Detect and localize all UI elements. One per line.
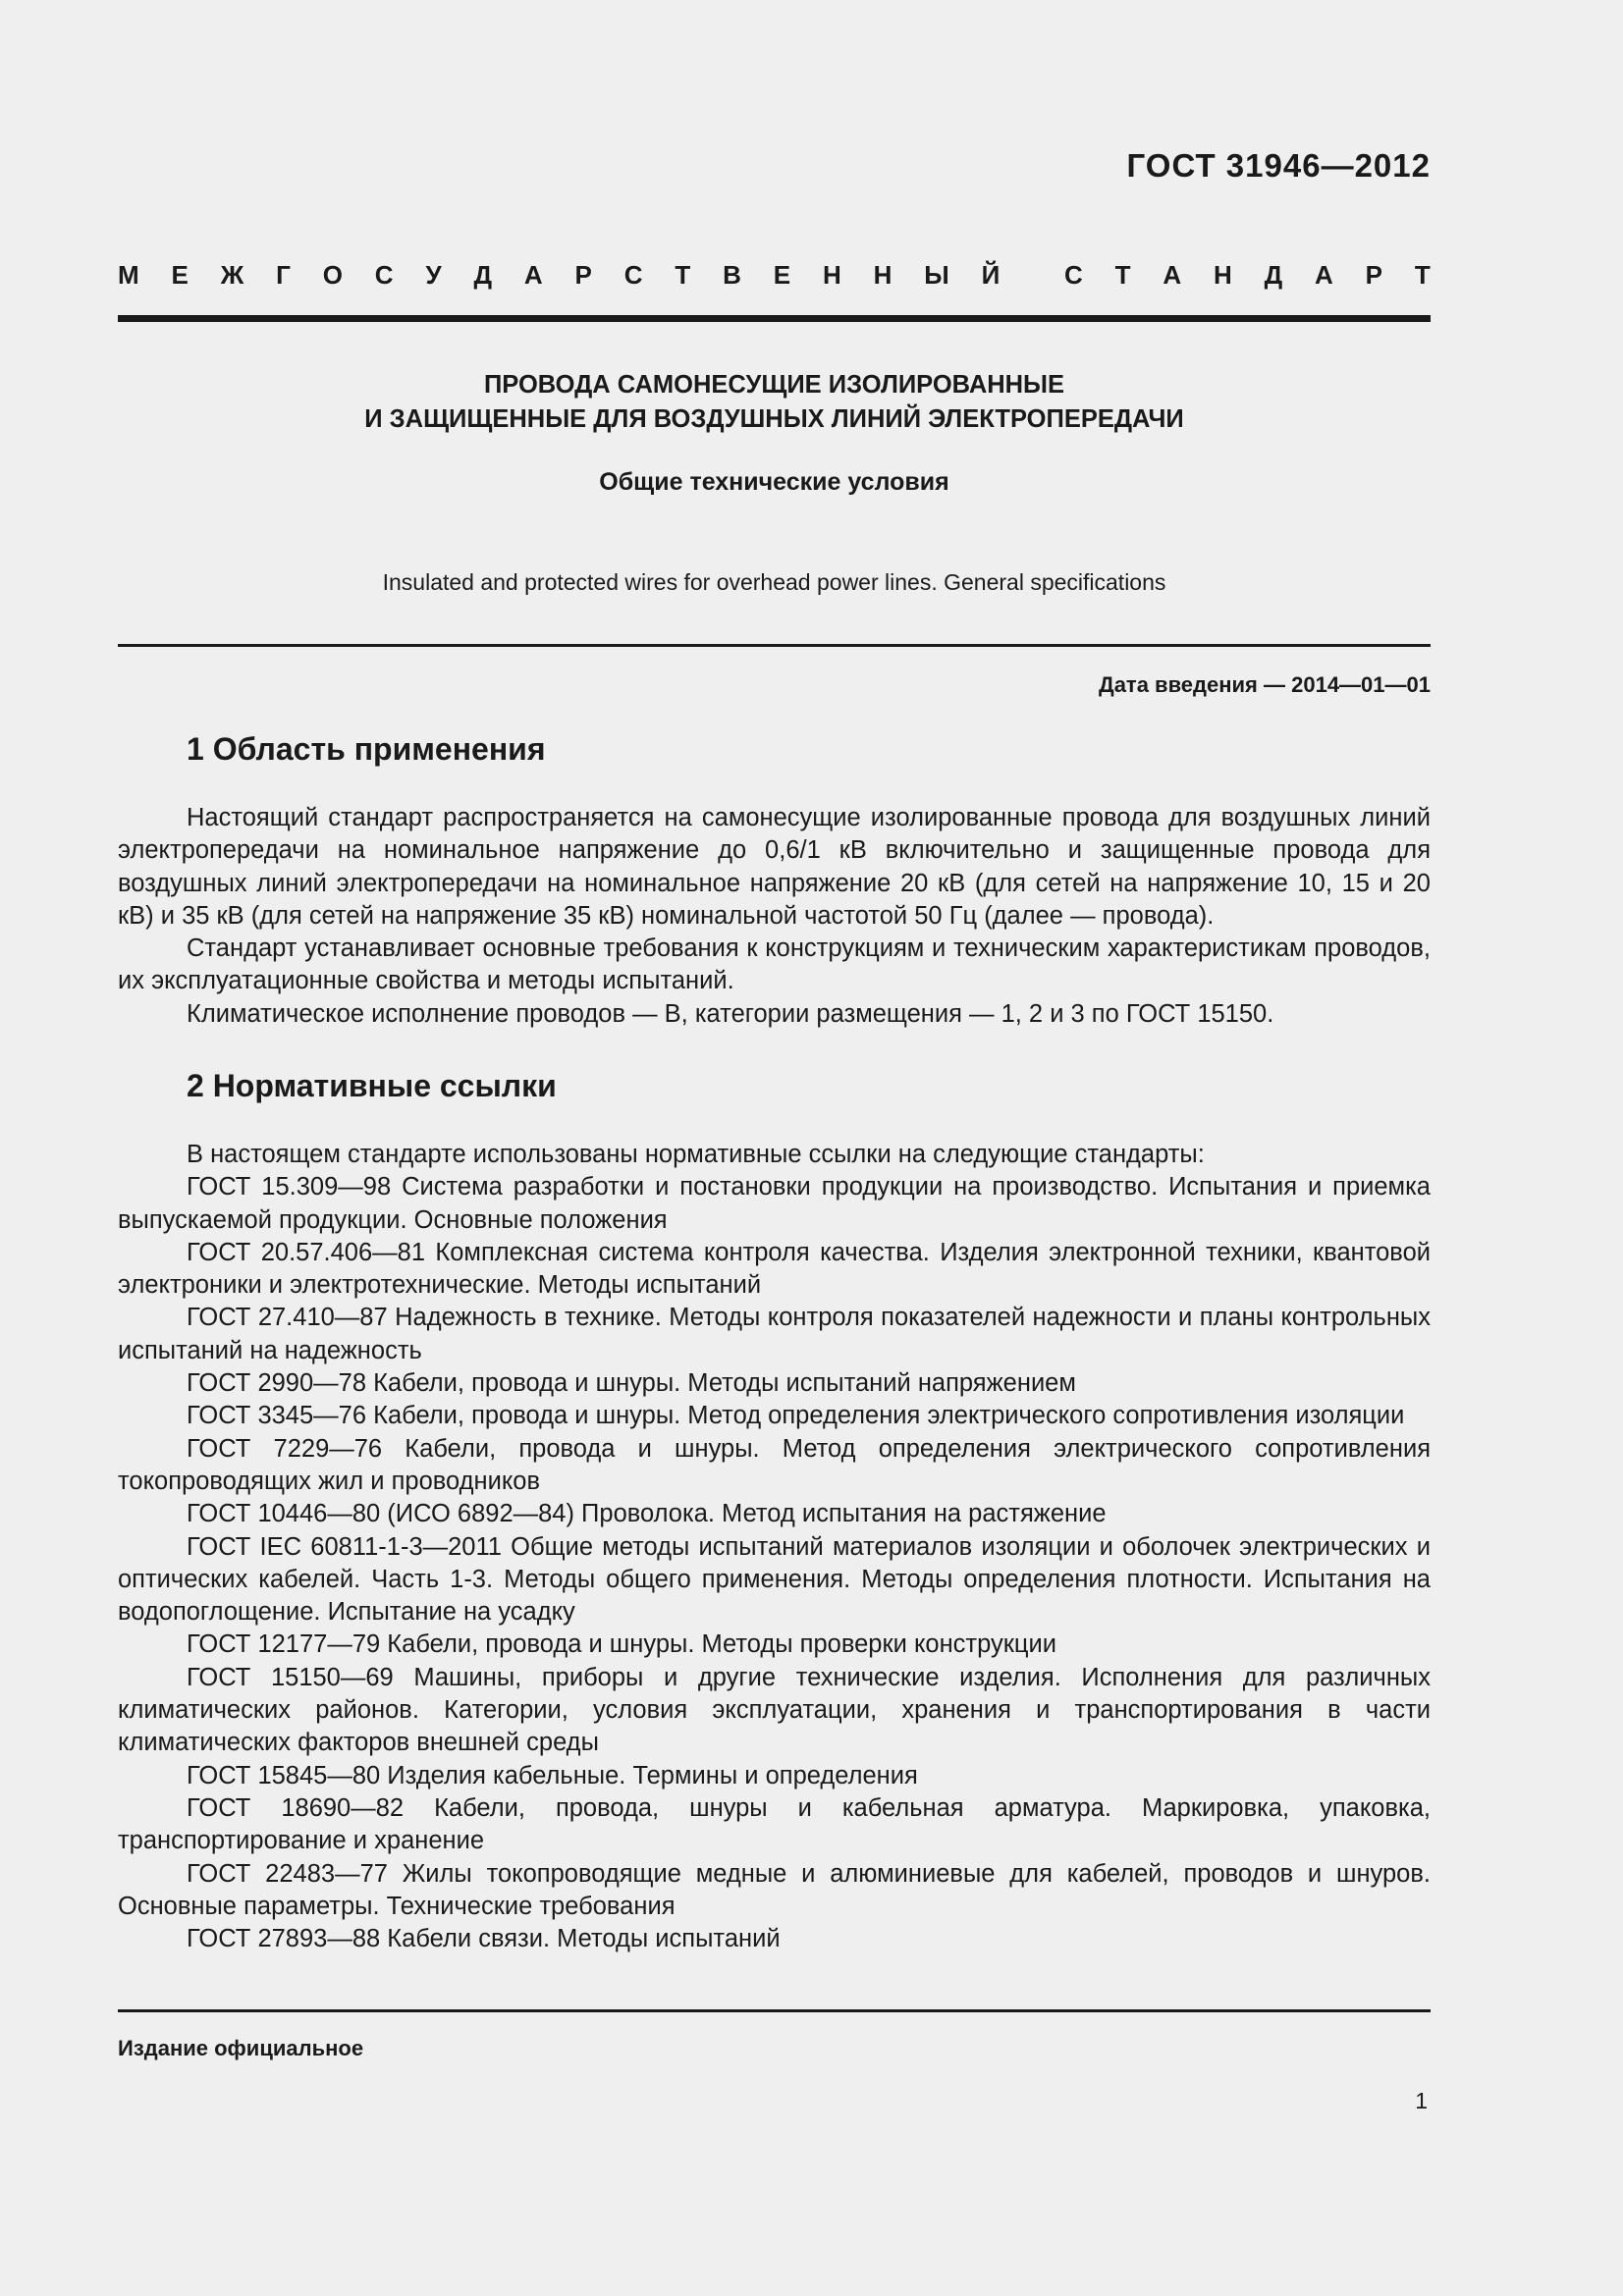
section-heading-scope: 1 Область применения	[187, 731, 546, 767]
banner-letter: Е	[171, 260, 189, 290]
section-heading-references: 2 Нормативные ссылки	[187, 1068, 557, 1103]
banner-letter: С	[623, 260, 643, 290]
banner-letter: С	[374, 260, 394, 290]
banner-letter: О	[322, 260, 343, 290]
reference-item: ГОСТ 27893—88 Кабели связи. Методы испытаний	[187, 1925, 781, 1953]
english-title: Insulated and protected wires for overhead power lines. General specifications	[382, 569, 1166, 595]
document-subtitle: Общие технические условия	[599, 468, 949, 496]
reference-item: ГОСТ 22483—77 Жилы токопроводящие медные и алюминиевые для кабелей, проводов и шнуров. Основные параметры. Технические требования	[118, 1859, 1431, 1920]
reference-item: ГОСТ 7229—76 Кабели, провода и шнуры. Метод определения электрического сопротивления токопроводящих жил и проводников	[118, 1434, 1431, 1495]
banner-letter: М	[118, 260, 139, 290]
banner-letter: Г	[276, 260, 291, 290]
banner-letter: Д	[1264, 260, 1283, 290]
banner-letter: Р	[574, 260, 592, 290]
page-number: 1	[1415, 2088, 1428, 2113]
reference-item: ГОСТ 15150—69 Машины, приборы и другие технические изделия. Исполнения для различных климатических районов. Категории, условия эксплуатации, хранения и транспортирования в части климатических факторов внешней среды	[118, 1663, 1431, 1757]
banner-letter: В	[723, 260, 741, 290]
banner-letter: С	[1063, 260, 1083, 290]
banner-letter: Ы	[924, 260, 949, 290]
reference-item: ГОСТ 15845—80 Изделия кабельные. Термины и определения	[187, 1761, 918, 1789]
footer-divider	[118, 2009, 1431, 2012]
title-divider	[118, 644, 1431, 647]
title-line-1: ПРОВОДА САМОНЕСУЩИЕ ИЗОЛИРОВАННЫЕ	[483, 371, 1065, 399]
reference-item: ГОСТ 27.410—87 Надежность в технике. Методы контроля показателей надежности и планы контрольных испытаний на надежность	[118, 1304, 1431, 1364]
official-edition-label: Издание официальное	[118, 2036, 364, 2060]
reference-item: ГОСТ 10446—80 (ИСО 6892—84) Проволока. Метод испытания на растяжение	[187, 1500, 1107, 1528]
banner-letter: Т	[1114, 260, 1131, 290]
banner-letter: Т	[1414, 260, 1431, 290]
header-divider	[118, 315, 1431, 322]
banner-letter: Ж	[220, 260, 244, 290]
banner-letter: У	[425, 260, 442, 290]
title-line-2: И ЗАЩИЩЕННЫЕ ДЛЯ ВОЗДУШНЫХ ЛИНИЙ ЭЛЕКТРОПЕРЕДАЧИ	[364, 405, 1184, 433]
banner-letter: А	[523, 260, 543, 290]
paragraph: Настоящий стандарт распространяется на самонесущие изолированные провода для воздушных линий электропередачи на номинальное напряжение до 0,6/1 кВ включительно и защищенные провода для воздушных линий электропередачи на номинальное напряжение 20 кВ (для сетей на напряжение 10, 15 и 20 кВ) и 35 кВ (для сетей на напряжение 35 кВ) номинальной частотой 50 Гц (далее — провода).	[118, 804, 1431, 930]
reference-item: ГОСТ IEC 60811-1-3—2011 Общие методы испытаний материалов изоляции и оболочек электрических и оптических кабелей. Часть 1-3. Методы общего применения. Методы определения плотности. Испытания на водопоглощение. Испытание на усадку	[118, 1532, 1431, 1627]
banner-letter: Е	[773, 260, 791, 290]
banner-letter: Д	[473, 260, 493, 290]
section-body-scope	[118, 802, 1431, 1031]
introduction-date: Дата введения — 2014—01—01	[1099, 672, 1431, 697]
reference-item: ГОСТ 20.57.406—81 Комплексная система контроля качества. Изделия электронной техники, квантовой электроники и электротехнические. Методы испытаний	[118, 1238, 1431, 1300]
banner-letter: Т	[675, 260, 691, 290]
reference-item: ГОСТ 12177—79 Кабели, провода и шнуры. Методы проверки конструкции	[187, 1630, 1056, 1659]
banner-letter: А	[1163, 260, 1182, 290]
banner-letter: Р	[1365, 260, 1383, 290]
document-code: ГОСТ 31946—2012	[1126, 147, 1431, 184]
reference-item: ГОСТ 2990—78 Кабели, провода и шнуры. Методы испытаний напряжением	[187, 1369, 1076, 1398]
reference-item: ГОСТ 15.309—98 Система разработки и постановки продукции на производство. Испытания и приемка выпускаемой продукции. Основные положения	[118, 1173, 1431, 1234]
paragraph: В настоящем стандарте использованы нормативные ссылки на следующие стандарты:	[187, 1141, 1205, 1168]
banner-letter: Н	[1214, 260, 1232, 290]
document-title	[118, 368, 1431, 437]
paragraph: Стандарт устанавливает основные требования к конструкциям и техническим характеристикам проводов, их эксплуатационные свойства и методы испытаний.	[118, 934, 1431, 995]
banner-letter: Н	[873, 260, 893, 290]
reference-item: ГОСТ 3345—76 Кабели, провода и шнуры. Метод определения электрического сопротивления изоляции	[187, 1402, 1405, 1430]
reference-item: ГОСТ 18690—82 Кабели, провода, шнуры и кабельная арматура. Маркировка, упаковка, транспортирование и хранение	[118, 1793, 1431, 1855]
banner-letter: А	[1315, 260, 1333, 290]
banner-letter: Й	[981, 260, 1001, 290]
paragraph: Климатическое исполнение проводов — В, категории размещения — 1, 2 и 3 по ГОСТ 15150.	[187, 999, 1274, 1028]
standard-banner	[118, 260, 1431, 291]
section-body-references	[118, 1139, 1431, 1955]
banner-letter: Н	[822, 260, 841, 290]
